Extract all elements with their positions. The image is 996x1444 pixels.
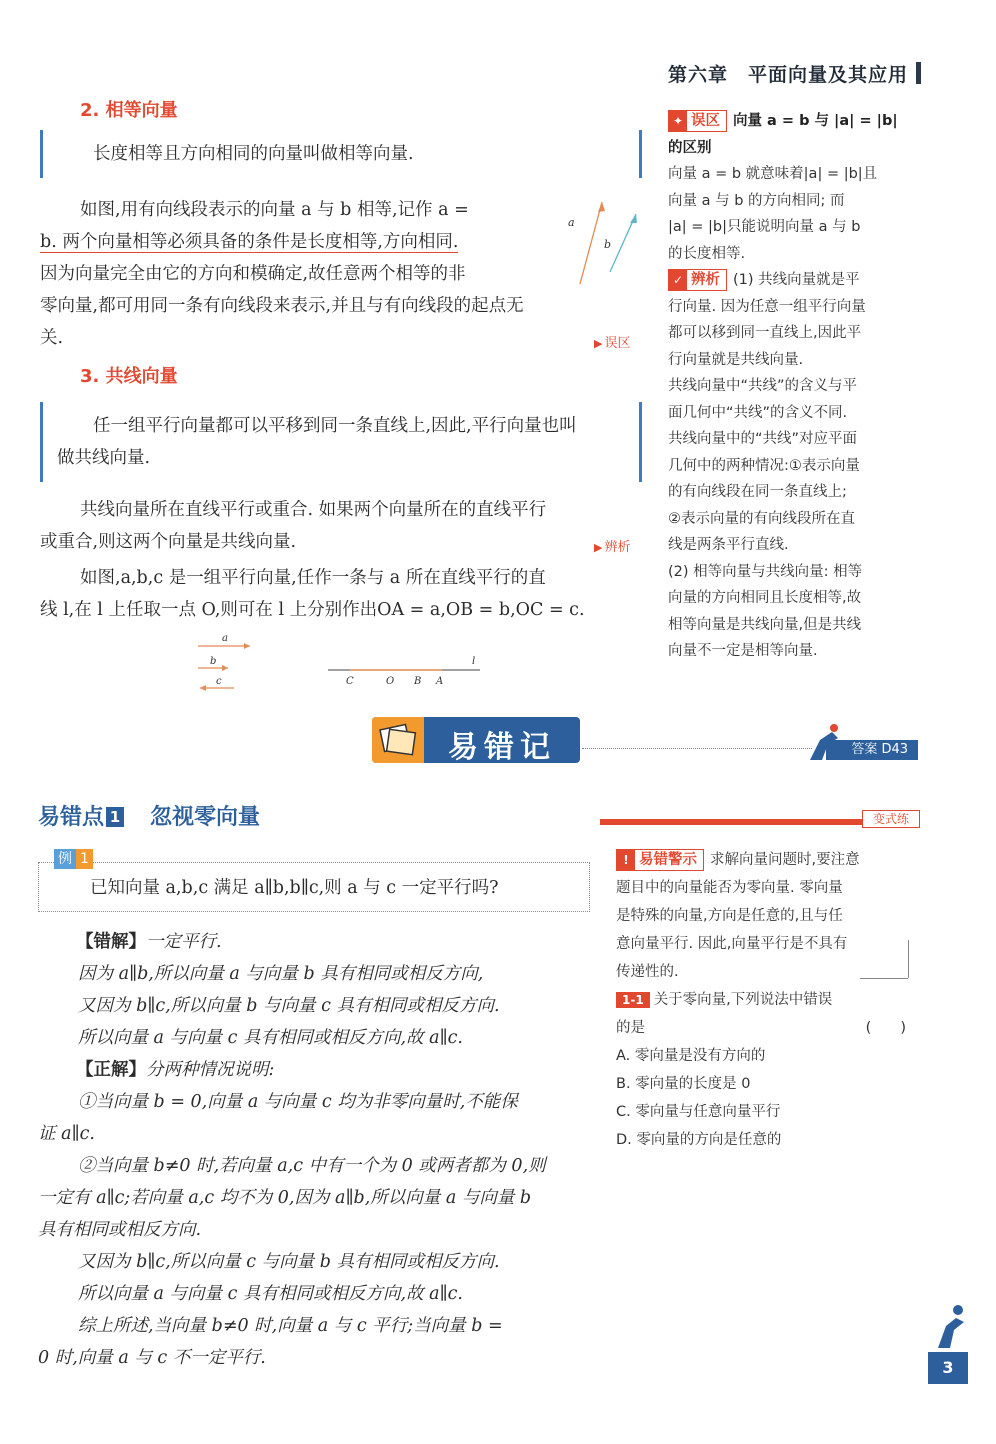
mascot-icon — [926, 1300, 970, 1352]
label-b: b — [604, 238, 612, 251]
vector-a-head — [244, 643, 250, 649]
right-label: 【正解】 — [76, 1060, 146, 1080]
sidebar-text: ②表示向量的有向线段所在直 — [668, 510, 855, 527]
example-question: 已知向量 a,b,c 满足 a∥b,b∥c,则 a 与 c 一定平行吗? — [90, 878, 499, 898]
notebook-icon — [372, 717, 424, 763]
option-b[interactable]: B. 零向量的长度是 0 — [616, 1076, 751, 1092]
sidebar-text: (1) 共线向量就是平 — [733, 272, 860, 288]
sidebar-text: 行向量就是共线向量. — [668, 351, 804, 368]
option-a[interactable]: A. 零向量是没有方向的 — [616, 1048, 766, 1064]
vector-c-head — [200, 685, 206, 691]
definition-text: 长度相等且方向相同的向量叫做相等向量. — [93, 144, 414, 164]
definition-equal-vectors — [40, 130, 642, 178]
right-line: ②当向量 b≠0 时,若向量 a,c 中有一个为 0 或两者都为 0,则 — [78, 1156, 546, 1176]
vector-a-line — [580, 202, 602, 284]
label-a: a — [222, 633, 228, 644]
mistake-number: 1 — [106, 807, 124, 827]
wrong-line: 因为 a∥b,所以向量 a 与向量 b 具有相同或相反方向, — [78, 964, 484, 984]
answer-reference: 答案 D43 — [826, 740, 918, 760]
sidebar-text: |a| = |b|只能说明向量 a 与 b — [668, 219, 861, 235]
vector-b-head — [222, 665, 228, 671]
banner-dotline — [582, 748, 812, 749]
sidebar-text: 的长度相等. — [668, 245, 746, 262]
right-line: 证 a∥c. — [38, 1124, 95, 1144]
sidebar-text: 行向量. 因为任意一组平行向量 — [668, 298, 866, 315]
right-line: 一定有 a∥c;若向量 a,c 均不为 0,因为 a∥b,所以向量 a 与向量 b — [38, 1188, 532, 1208]
label-c: c — [216, 676, 222, 687]
sidebar-text: 都可以移到同一直线上,因此平 — [668, 325, 862, 341]
warning-text: 意向量平行. 因此,向量平行是不具有 — [616, 936, 848, 952]
label-O: O — [386, 676, 395, 687]
vector-b-arrowhead — [630, 214, 637, 223]
solution-block — [38, 926, 588, 1374]
label-A: A — [436, 676, 444, 687]
collinear-paragraph-2 — [40, 562, 640, 626]
definition-line: 任一组平行向量都可以平移到同一条直线上,因此,平行向量也叫 — [93, 416, 577, 436]
sidebar-text: 向量 a 与 b 的方向相同; 而 — [668, 192, 845, 209]
sidebar-text: 面几何中“共线”的含义不同. — [668, 404, 848, 421]
sidebar-corner-line — [860, 978, 908, 979]
sidebar-text: 几何中的两种情况:①表示向量 — [668, 457, 860, 474]
check-icon: ✓ — [669, 270, 687, 290]
right-text: 分两种情况说明: — [146, 1060, 275, 1080]
right-line: 具有相同或相反方向. — [38, 1220, 202, 1240]
definition-collinear-vectors — [40, 402, 642, 482]
analysis-label — [668, 269, 727, 291]
warning-text: 是特殊的向量,方向是任意的,且与任 — [616, 908, 843, 924]
right-line: 又因为 b∥c,所以向量 c 与向量 b 具有相同或相反方向. — [78, 1252, 500, 1272]
warning-icon: ! — [617, 850, 635, 870]
sidebar-title-line: 的区别 — [668, 139, 712, 156]
warning-sidebar — [616, 846, 912, 1154]
warning-text: 传递性的. — [616, 964, 679, 980]
right-line: 0 时,向量 a 与 c 不一定平行. — [38, 1348, 266, 1368]
sidebar-text: 的有向线段在同一条直线上; — [668, 484, 847, 500]
equal-vectors-figure — [560, 192, 650, 292]
example-tag-number: 1 — [76, 849, 93, 869]
sidebar-text: 向量的方向相同且长度相等,故 — [668, 590, 862, 606]
sidebar-text: 向量不一定是相等向量. — [668, 643, 818, 659]
warning-label — [616, 849, 704, 871]
label-l: l — [472, 656, 476, 667]
misconception-label-text: 误区 — [691, 113, 720, 129]
options-list — [616, 1042, 912, 1154]
ref-analysis[interactable]: ▶ 辨析 — [594, 536, 630, 555]
sidebar-text: 相等向量是共线向量,但是共线 — [668, 616, 862, 633]
line: 线 l,在 l 上任取一点 O,则可在 l 上分别作出OA = a,OB = b,OC = c. — [40, 600, 585, 620]
line: b. 两个向量相等必须具备的条件是长度相等,方向相同. — [40, 232, 459, 252]
vector-a-arrowhead — [598, 202, 605, 212]
heading-equal-vectors: 2. 相等向量 — [80, 100, 178, 121]
analysis-label-text: 辨析 — [691, 272, 720, 288]
mistake-heading — [38, 800, 260, 831]
sidebar-title-line: 向量 a = b 与 |a| = |b| — [733, 113, 898, 129]
right-line: 所以向量 a 与向量 c 具有相同或相反方向,故 a∥c. — [78, 1284, 463, 1304]
sidebar-notes — [668, 108, 916, 665]
right-line: 综上所述,当向量 b≠0 时,向量 a 与 c 平行;当向量 b = — [78, 1316, 503, 1336]
banner-title: 易错记 — [448, 730, 556, 765]
bulb-icon: ✦ — [669, 111, 687, 131]
warning-label-text: 易错警示 — [639, 852, 697, 868]
wrong-text: 一定平行. — [146, 932, 222, 952]
chapter-title: 第六章 平面向量及其应用 — [668, 64, 909, 86]
line: 如图,a,b,c 是一组平行向量,任作一条与 a 所在直线平行的直 — [80, 568, 546, 588]
line: 关. — [40, 328, 64, 348]
answer-parentheses[interactable]: ( ) — [865, 1020, 906, 1036]
equal-vectors-paragraph-cont — [40, 290, 640, 354]
warning-text: 求解向量问题时,要注意 — [710, 852, 860, 868]
line: 如图,用有向线段表示的向量 a 与 b 相等,记作 a = — [80, 200, 469, 220]
sidebar-text: 向量 a = b 就意味着|a| = |b|且 — [668, 166, 878, 182]
right-line: ①当向量 b = 0,向量 a 与向量 c 均为非零向量时,不能保 — [78, 1092, 518, 1112]
heading-collinear-vectors: 3. 共线向量 — [80, 366, 178, 387]
banner-icon — [372, 717, 424, 763]
variant-tag: 变式练 — [862, 810, 920, 828]
warning-text: 题目中的向量能否为零向量. 零向量 — [616, 880, 843, 896]
collinear-paragraph-1 — [40, 494, 640, 558]
label-B: B — [414, 676, 422, 687]
sidebar-text: (2) 相等向量与共线向量: 相等 — [668, 563, 863, 580]
sidebar-text: 线是两条平行直线. — [668, 537, 789, 553]
option-c[interactable]: C. 零向量与任意向量平行 — [616, 1104, 781, 1120]
label-b: b — [210, 656, 217, 667]
mistake-title: 易错点 — [38, 805, 105, 830]
exercise-tag: 1-1 — [616, 992, 650, 1008]
wrong-line: 又因为 b∥c,所以向量 b 与向量 c 具有相同或相反方向. — [78, 996, 500, 1016]
line: 共线向量所在直线平行或重合. 如果两个向量所在的直线平行 — [80, 500, 547, 520]
page-number: 3 — [928, 1352, 968, 1384]
equal-vectors-paragraph — [40, 194, 560, 290]
exercise-text: 的是 — [616, 1020, 645, 1036]
chapter-bar — [916, 62, 921, 84]
ref-misconception[interactable]: ▶ 误区 — [594, 332, 630, 351]
example-tag — [54, 848, 93, 869]
option-d[interactable]: D. 零向量的方向是任意的 — [616, 1132, 782, 1148]
wrong-label: 【错解】 — [76, 932, 146, 952]
line: 或重合,则这两个向量是共线向量. — [40, 532, 297, 552]
exercise-text: 关于零向量,下列说法中错误 — [653, 992, 833, 1008]
wrong-line: 所以向量 a 与向量 c 具有相同或相反方向,故 a∥c. — [78, 1028, 463, 1048]
sidebar-text: 共线向量中“共线”的含义与平 — [668, 378, 858, 394]
label-C: C — [346, 676, 354, 687]
example-tag-label: 例 — [54, 849, 76, 869]
mistake-subtitle: 忽视零向量 — [150, 805, 261, 830]
definition-line: 做共线向量. — [57, 448, 151, 468]
sidebar-corner-line-vert — [908, 940, 909, 978]
misconception-label — [668, 110, 727, 132]
collinear-vectors-figure — [190, 630, 490, 694]
label-a: a — [568, 216, 575, 229]
line: 因为向量完全由它的方向和模确定,故任意两个相等的非 — [40, 264, 466, 284]
line: 零向量,都可用同一条有向线段来表示,并且与有向线段的起点无 — [40, 296, 524, 316]
sidebar-text: 共线向量中的“共线”对应平面 — [668, 431, 858, 447]
